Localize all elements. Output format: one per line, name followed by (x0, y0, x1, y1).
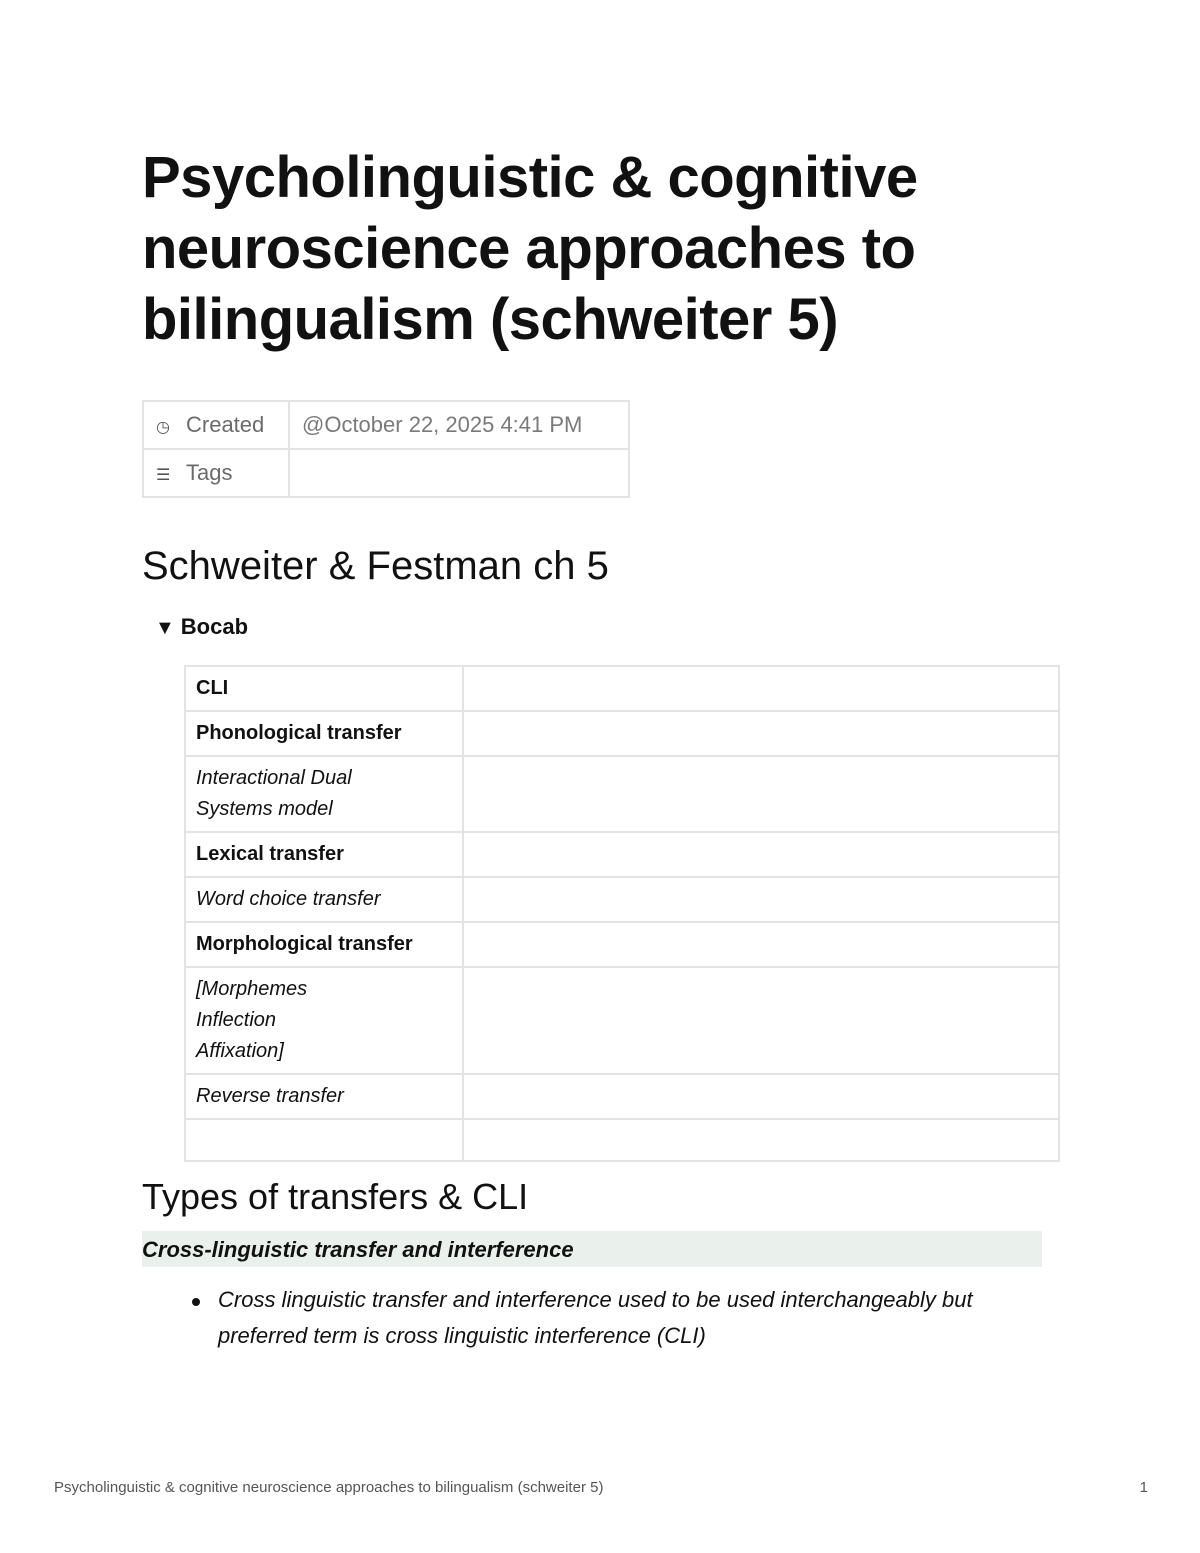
table-row (185, 1119, 1059, 1161)
page-number: 1 (1139, 1479, 1148, 1496)
section-heading-schweiter: Schweiter & Festman ch 5 (142, 544, 609, 588)
vocab-term[interactable]: Reverse transfer (185, 1074, 463, 1119)
created-value[interactable]: @October 22, 2025 4:41 PM (289, 401, 629, 449)
vocab-table (184, 665, 1060, 1162)
vocab-definition[interactable] (463, 967, 1059, 1074)
bullet-list (184, 1282, 1064, 1354)
table-row (185, 756, 1059, 832)
table-row (185, 711, 1059, 756)
vocab-term[interactable]: Interactional Dual Systems model (185, 756, 463, 832)
callout-heading: Cross-linguistic transfer and interference (142, 1231, 1042, 1267)
vocab-definition[interactable] (463, 1074, 1059, 1119)
table-row (185, 1074, 1059, 1119)
triangle-down-icon[interactable]: ▼ (155, 617, 175, 639)
section-heading-types: Types of transfers & CLI (142, 1176, 529, 1217)
vocab-definition[interactable] (463, 756, 1059, 832)
list-item: Cross linguistic transfer and interference used to be used interchangeably but preferred term is cross linguistic interference (CLI) (184, 1282, 1064, 1354)
table-row (185, 877, 1059, 922)
table-row (185, 666, 1059, 711)
property-created (143, 401, 629, 449)
property-tags (143, 449, 629, 497)
vocab-definition[interactable] (463, 666, 1059, 711)
vocab-term[interactable]: Word choice transfer (185, 877, 463, 922)
vocab-term[interactable]: [Morphemes Inflection Affixation] (185, 967, 463, 1074)
toggle-bocab[interactable] (155, 614, 248, 640)
vocab-definition[interactable] (463, 711, 1059, 756)
page-title: Psycholinguistic & cognitive neuroscience approaches to bilingualism (schweiter 5) (142, 145, 918, 352)
tags-value[interactable] (289, 449, 629, 497)
vocab-term[interactable]: CLI (185, 666, 463, 711)
vocab-definition[interactable] (463, 832, 1059, 877)
vocab-definition[interactable] (463, 1119, 1059, 1161)
toggle-label: Bocab (180, 614, 249, 639)
table-row (185, 832, 1059, 877)
vocab-definition[interactable] (463, 877, 1059, 922)
vocab-term[interactable] (185, 1119, 463, 1161)
properties-table (142, 400, 630, 498)
table-row (185, 967, 1059, 1074)
footer-title: Psycholinguistic & cognitive neuroscience approaches to bilingualism (schweiter 5) (54, 1479, 604, 1496)
clock-icon: ◷ (156, 419, 170, 436)
vocab-term[interactable]: Phonological transfer (185, 711, 463, 756)
vocab-definition[interactable] (463, 922, 1059, 967)
created-label: Created (186, 412, 265, 437)
list-icon: ☰ (156, 467, 171, 484)
vocab-term[interactable]: Morphological transfer (185, 922, 463, 967)
vocab-term[interactable]: Lexical transfer (185, 832, 463, 877)
table-row (185, 922, 1059, 967)
tags-label: Tags (186, 460, 233, 485)
